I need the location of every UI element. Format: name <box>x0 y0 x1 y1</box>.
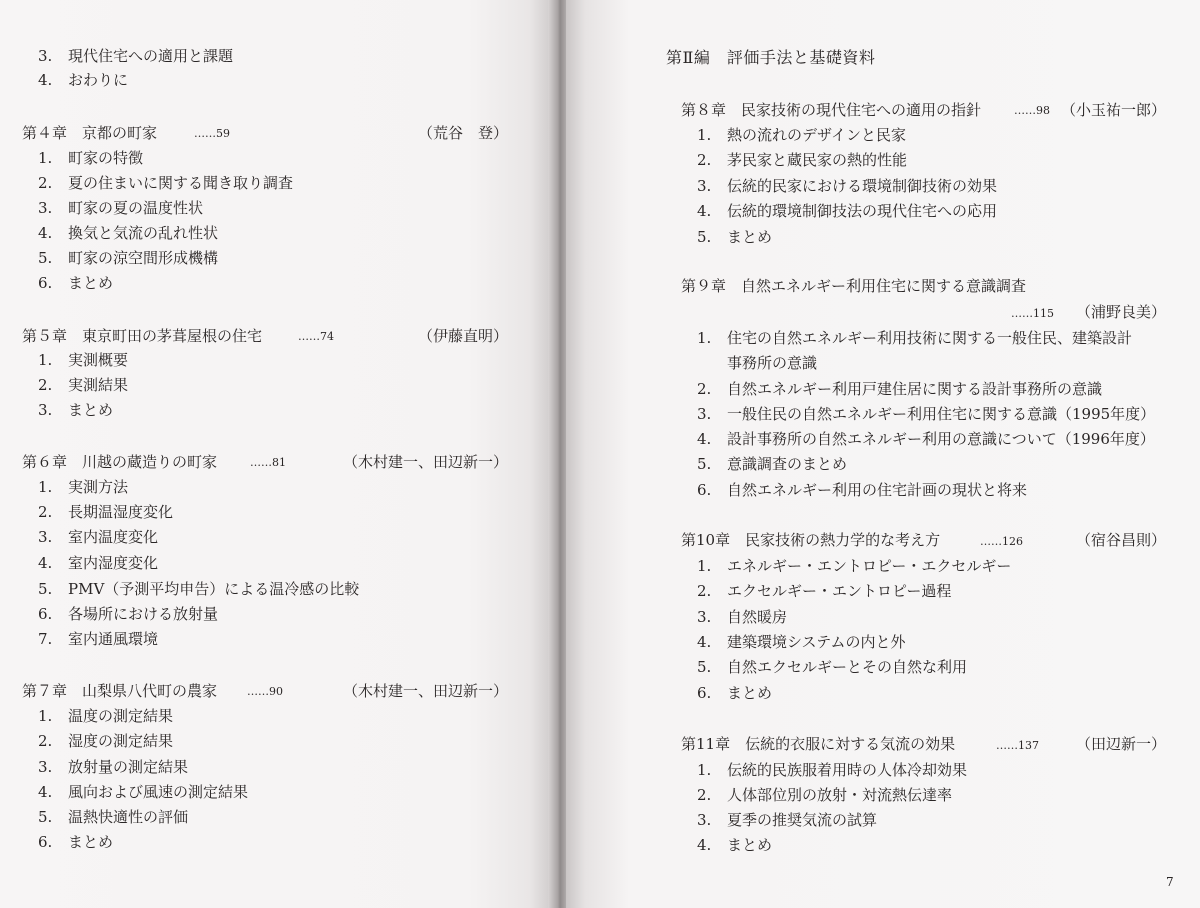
page-reference: ……137 <box>996 739 1039 752</box>
page-reference: ……59 <box>194 127 230 140</box>
list-item: 1. 実測方法 <box>38 478 129 496</box>
list-item: 4. まとめ <box>697 836 773 854</box>
list-item: 5. PMV（予測平均申告）による温冷感の比較 <box>38 580 360 598</box>
list-item: 6. 各場所における放射量 <box>38 605 219 623</box>
chapter-heading: 第11章 伝統的衣服に対する気流の効果 <box>681 735 956 753</box>
left-page <box>0 0 552 908</box>
list-item: 1. エネルギー・エントロピー・エクセルギー <box>697 557 1012 575</box>
chapter-heading: 第５章 東京町田の茅葺屋根の住宅 <box>22 327 263 345</box>
list-item: 7. 室内通風環境 <box>38 630 159 648</box>
chapter-author: （田辺新一） <box>1075 735 1166 753</box>
chapter-heading: 第８章 民家技術の現代住宅への適用の指針 <box>681 101 982 119</box>
list-item: 3. 一般住民の自然エネルギー利用住宅に関する意識（1995年度） <box>697 405 1156 423</box>
list-item: 5. まとめ <box>697 228 773 246</box>
page-reference: ……126 <box>980 535 1023 548</box>
list-item: 3. 自然暖房 <box>697 608 788 626</box>
list-item: 1. 伝統的民族服着用時の人体冷却効果 <box>697 761 968 779</box>
list-item: 2. 長期温湿度変化 <box>38 503 174 521</box>
part-title: 第Ⅱ編 評価手法と基礎資料 <box>666 48 876 67</box>
list-item: 4. 設計事務所の自然エネルギー利用の意識について（1996年度） <box>697 430 1155 448</box>
list-item: 3. 夏季の推奨気流の試算 <box>697 811 878 829</box>
list-item: 3. 放射量の測定結果 <box>38 758 189 776</box>
list-item: 4. おわりに <box>38 71 129 89</box>
list-item: 2. 実測結果 <box>38 376 129 394</box>
list-item: 5. 自然エクセルギーとその自然な利用 <box>697 658 968 676</box>
page-reference: ……74 <box>298 330 334 343</box>
list-item: 2. 自然エネルギー利用戸建住居に関する設計事務所の意識 <box>697 380 1103 398</box>
list-item: 4. 室内湿度変化 <box>38 554 159 572</box>
list-item: 4. 建築環境システムの内と外 <box>697 633 906 651</box>
list-item: 2. エクセルギー・エントロピー過程 <box>697 582 952 600</box>
page-reference: ……81 <box>250 456 286 469</box>
list-item: 6. まとめ <box>697 684 773 702</box>
list-item: 1. 温度の測定結果 <box>38 707 174 725</box>
page-reference: ……98 <box>1014 104 1050 117</box>
list-item: 4. 風向および風速の測定結果 <box>38 783 249 801</box>
list-item: 3. 町家の夏の温度性状 <box>38 199 204 217</box>
page-reference: ……115 <box>1011 307 1054 320</box>
page-number: 7 <box>1166 875 1174 889</box>
list-item: 6. 自然エネルギー利用の住宅計画の現状と将来 <box>697 481 1028 499</box>
chapter-author: （伊藤直明） <box>417 327 508 345</box>
list-item: 6. まとめ <box>38 833 114 851</box>
chapter-author: （木村建一、田辺新一） <box>342 453 508 471</box>
list-item: 5. 町家の涼空間形成機構 <box>38 249 219 267</box>
list-item: 4. 換気と気流の乱れ性状 <box>38 224 219 242</box>
list-item: 2. 茅民家と蔵民家の熱的性能 <box>697 151 908 169</box>
list-item: 6. まとめ <box>38 274 114 292</box>
list-item: 1. 熱の流れのデザインと民家 <box>697 126 906 144</box>
chapter-author: （木村建一、田辺新一） <box>342 682 508 700</box>
chapter-author: （荒谷 登） <box>417 124 508 142</box>
chapter-heading: 第６章 川越の蔵造りの町家 <box>22 453 218 471</box>
list-item: 3. 伝統的民家における環境制御技術の効果 <box>697 177 998 195</box>
list-item: 2. 人体部位別の放射・対流熱伝達率 <box>697 786 953 804</box>
chapter-author: （浦野良美） <box>1075 303 1166 321</box>
chapter-author: （小玉祐一郎） <box>1060 101 1166 119</box>
chapter-heading: 第10章 民家技術の熱力学的な考え方 <box>681 531 941 549</box>
list-item: 5. 温熱快適性の評価 <box>38 808 189 826</box>
list-item: 3. 室内温度変化 <box>38 528 159 546</box>
chapter-heading: 第９章 自然エネルギー利用住宅に関する意識調査 <box>681 277 1027 295</box>
list-item: 2. 湿度の測定結果 <box>38 732 174 750</box>
list-item: 1. 実測概要 <box>38 351 129 369</box>
list-item: 1. 町家の特徴 <box>38 149 144 167</box>
list-item: 5. 意識調査のまとめ <box>697 455 848 473</box>
list-item: 1. 住宅の自然エネルギー利用技術に関する一般住民、建築設計 <box>697 329 1133 347</box>
right-page <box>566 0 1200 908</box>
list-item: 3. 現代住宅への適用と課題 <box>38 47 234 65</box>
list-item: 3. まとめ <box>38 401 114 419</box>
list-item-continuation: 事務所の意識 <box>727 354 818 372</box>
page-reference: ……90 <box>247 685 283 698</box>
list-item: 4. 伝統的環境制御技法の現代住宅への応用 <box>697 202 998 220</box>
list-item: 2. 夏の住まいに関する聞き取り調査 <box>38 174 294 192</box>
chapter-heading: 第４章 京都の町家 <box>22 124 158 142</box>
chapter-author: （宿谷昌則） <box>1075 531 1166 549</box>
chapter-heading: 第７章 山梨県八代町の農家 <box>22 682 218 700</box>
